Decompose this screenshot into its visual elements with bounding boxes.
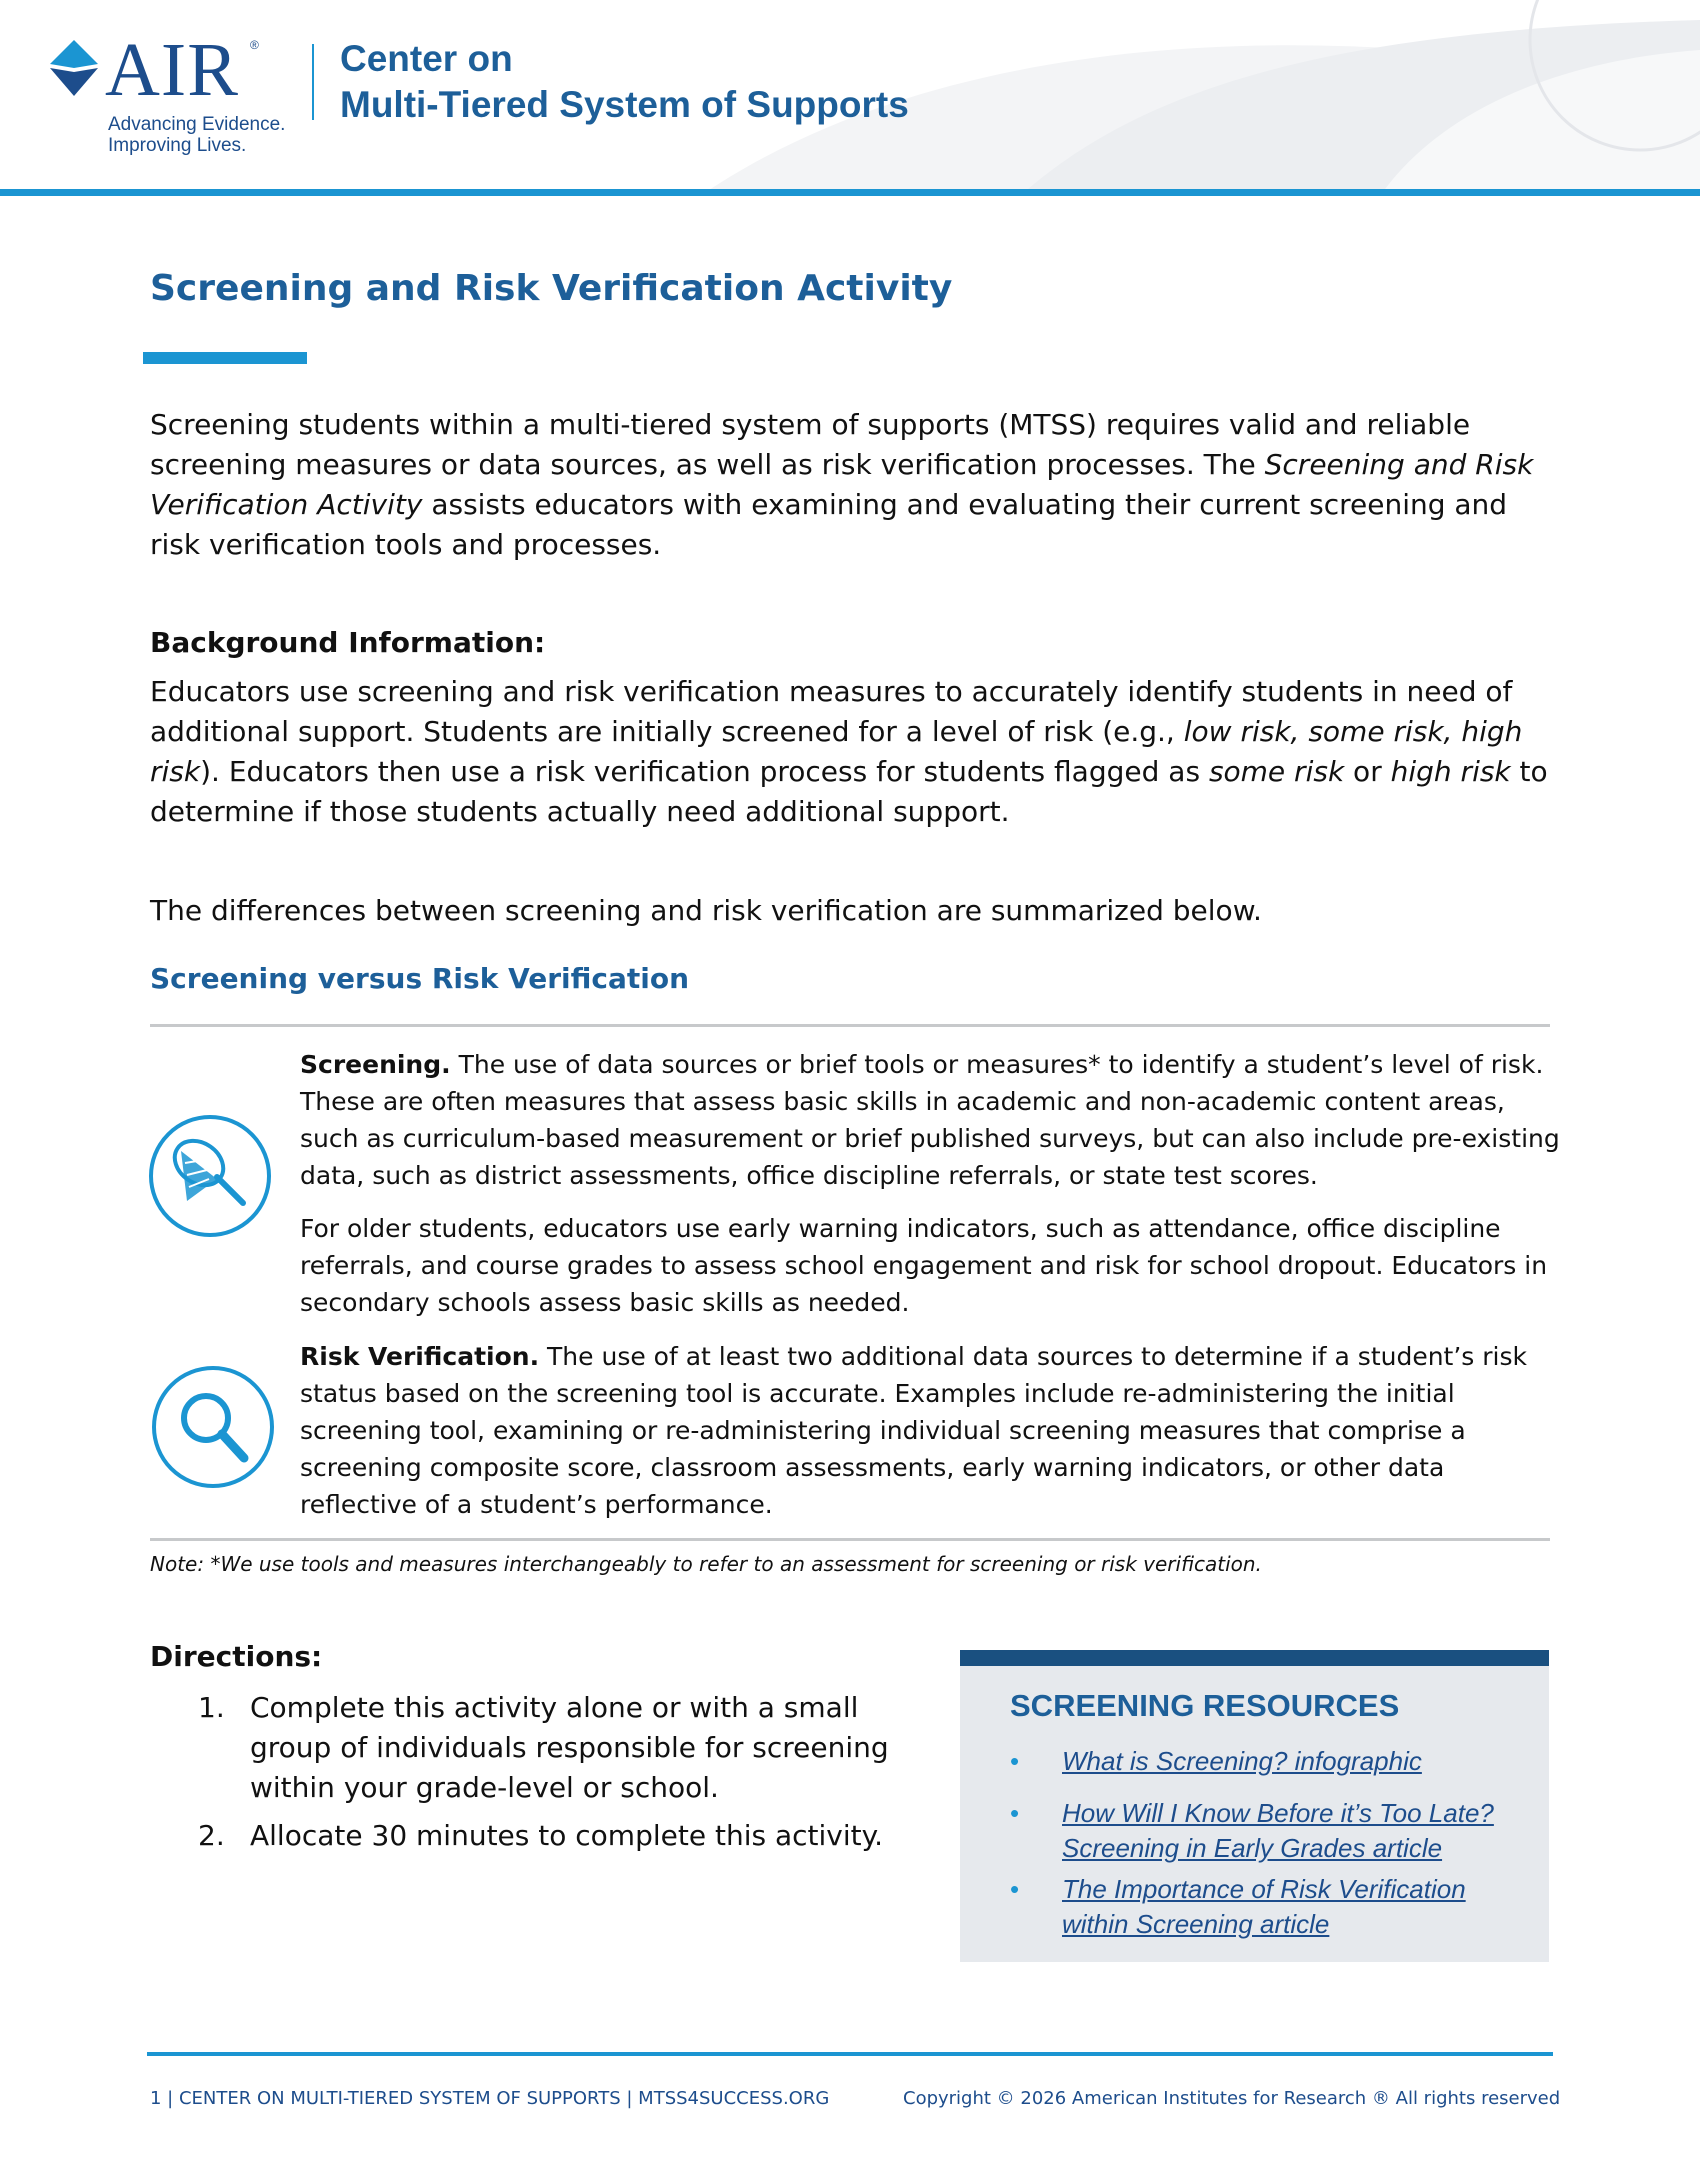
title-accent-bar	[143, 352, 307, 364]
screening-resources-box	[960, 1650, 1549, 1962]
resource-link-risk-verification[interactable]: The Importance of Risk Verification within Screening article	[1062, 1874, 1466, 1939]
directions-heading: Directions:	[150, 1640, 323, 1673]
background-paragraph	[150, 672, 1550, 832]
older-students-text: For older students, educators use early warning indicators, such as attendance, office discipline referrals, and course grades to assess school engagement and risk for school dropout. Educators in secondary schools assess basic skills as needed.	[300, 1214, 1548, 1317]
intro-text-1: Screening students within a multi-tiered system of supports (MTSS) requires valid and reliable screening measures or data sources, as well as risk verification processes. The	[150, 408, 1471, 481]
directions-list	[150, 1688, 930, 1864]
resource-link-what-is-screening[interactable]: What is Screening? infographic	[1062, 1746, 1422, 1776]
bullet-icon: •	[1010, 1746, 1020, 1776]
list-item-number: 1.	[198, 1691, 225, 1724]
screening-text: The use of data sources or brief tools or measures* to identify a student’s level of risk. These are often measures that assess basic skills in academic and non-academic content areas, such as curriculum-based measurement or brief published surveys, but can also include pre-existing data, such as district assessments, office discipline referrals, or state test scores.	[300, 1050, 1560, 1190]
bg-italic-2: some risk	[1208, 755, 1345, 788]
background-heading: Background Information:	[150, 626, 546, 659]
logo-tagline	[108, 114, 285, 156]
list-item	[150, 1688, 930, 1808]
comparison-top-rule	[150, 1024, 1550, 1027]
screening-term: Screening.	[300, 1050, 451, 1079]
list-item-text: Complete this activity alone or with a small group of individuals responsible for screening within your grade-level or school.	[250, 1691, 889, 1804]
risk-term: Risk Verification.	[300, 1342, 540, 1371]
intro-text-2: assists educators with examining and evaluating their current screening and risk verification tools and processes.	[150, 488, 1508, 561]
footer-left-text: 1 | CENTER ON MULTI-TIERED SYSTEM OF SUPPORTS | MTSS4SUCCESS.ORG	[150, 2088, 830, 2109]
bullet-icon: •	[1010, 1798, 1020, 1828]
intro-paragraph	[150, 405, 1540, 565]
bg-italic-3: high risk	[1390, 755, 1511, 788]
center-title	[340, 36, 909, 128]
list-item-text: Allocate 30 minutes to complete this activity.	[250, 1819, 884, 1852]
tagline-line-1: Advancing Evidence.	[108, 114, 286, 135]
footer-rule	[147, 2052, 1553, 2056]
bg-text-2: ). Educators then use a risk verification process for students flagged as	[200, 755, 1209, 788]
header-divider	[312, 44, 314, 120]
list-item-number: 2.	[198, 1819, 225, 1852]
bullet-icon: •	[1010, 1874, 1020, 1904]
comparison-bottom-rule	[150, 1538, 1550, 1541]
diamond-icon	[50, 40, 98, 96]
bg-text-4: to determine if those students actually need additional support.	[150, 755, 1548, 828]
logo-registered-mark: ®	[250, 38, 259, 52]
magnifier-icon	[150, 1364, 276, 1490]
footnote: Note: *We use tools and measures interchangeably to refer to an assessment for screening or risk verification.	[150, 1552, 1262, 1576]
comparison-heading: Screening versus Risk Verification	[150, 962, 689, 995]
center-title-line-1: Center on	[340, 38, 513, 79]
tagline-line-2: Improving Lives.	[108, 135, 247, 156]
resources-title: SCREENING RESOURCES	[1010, 1688, 1400, 1723]
list-item	[150, 1816, 930, 1856]
resource-link-how-will-i-know[interactable]: How Will I Know Before it’s Too Late? Screening in Early Grades article	[1062, 1798, 1494, 1863]
page-header	[0, 0, 1700, 196]
air-logo[interactable]	[50, 28, 310, 162]
differences-sentence: The differences between screening and risk verification are summarized below.	[150, 894, 1262, 927]
center-title-line-2: Multi-Tiered System of Supports	[340, 84, 909, 125]
net-icon	[147, 1113, 273, 1239]
footer-copyright: Copyright © 2026 American Institutes for Research ® All rights reserved	[903, 2088, 1561, 2109]
screening-definition	[300, 1046, 1560, 1194]
intro-italic: Screening and Risk Verification Activity	[150, 448, 1534, 521]
logo-wordmark: AIR	[105, 28, 239, 112]
document-title: Screening and Risk Verification Activity	[150, 268, 953, 309]
bg-italic-1: low risk, some risk, high risk	[150, 715, 1523, 788]
risk-text: The use of at least two additional data sources to determine if a student’s risk status based on the screening tool is accurate. Examples include re-administering the initial screening tool, examining or re-administering individual screening measures that comprise a screening composite score, classroom assessments, early warning indicators, or other data reflective of a student’s performance.	[300, 1342, 1528, 1519]
bg-text-1: Educators use screening and risk verification measures to accurately identify students in need of additional support. Students are initially screened for a level of risk (e.g.,	[150, 675, 1513, 748]
risk-verification-definition	[300, 1338, 1560, 1523]
header-rule	[0, 189, 1700, 196]
bg-text-3: or	[1344, 755, 1391, 788]
